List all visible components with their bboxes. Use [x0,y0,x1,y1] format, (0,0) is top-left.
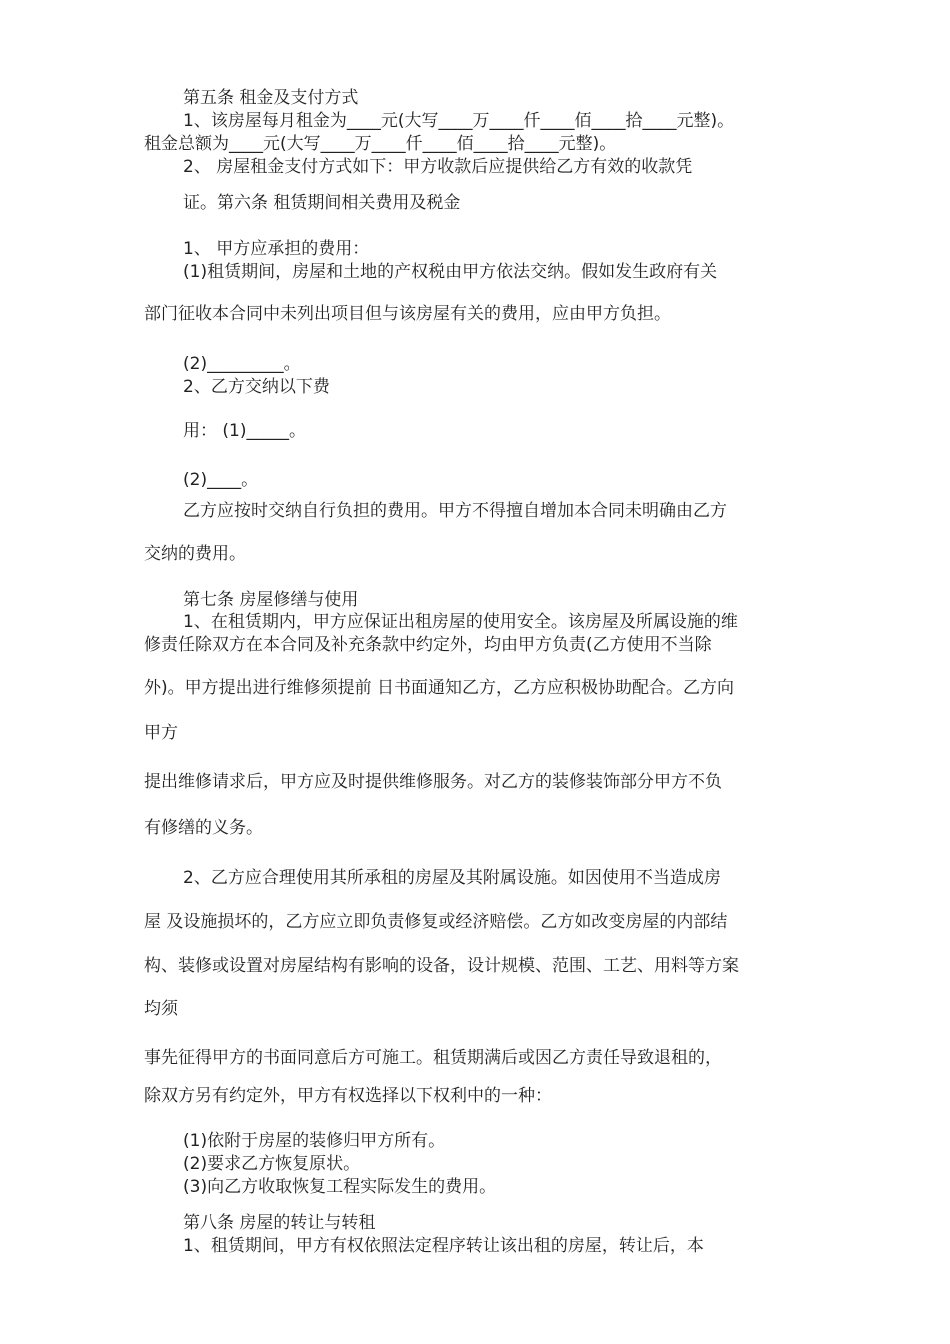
article-6-item-1: (1)租赁期间，房屋和土地的产权税由甲方依法交纳。假如发生政府有关 [183,262,718,282]
article-7-option-1: (1)依附于房屋的装修归甲方所有。 [183,1131,446,1151]
article-7-clause-1-cont-4: 提出维修请求后，甲方应及时提供维修服务。对乙方的装修装饰部分甲方不负 [144,772,722,792]
article-7-clause-2-cont-4: 事先征得甲方的书面同意后方可施工。租赁期满后或因乙方责任导致退租的， [144,1048,722,1068]
article-8-heading: 第八条 房屋的转让与转租 [183,1213,376,1233]
article-7-clause-2-cont-1: 屋 及设施损坏的，乙方应立即负责修复或经济赔偿。乙方如改变房屋的内部结 [144,912,728,932]
article-7-clause-2-cont-3: 均须 [144,999,178,1019]
article-7-clause-1-cont-1: 修责任除双方在本合同及补充条款中约定外，均由甲方负责(乙方使用不当除 [144,635,712,655]
article-7-heading: 第七条 房屋修缮与使用 [183,590,359,610]
article-5-clause-2: 2、 房屋租金支付方式如下：甲方收款后应提供给乙方有效的收款凭 [183,157,693,177]
article-7-clause-2: 2、乙方应合理使用其所承租的房屋及其附属设施。如因使用不当造成房 [183,868,721,888]
article-6-note: 乙方应按时交纳自行负担的费用。甲方不得擅自增加本合同未明确由乙方 [183,501,727,521]
article-7-clause-1: 1、在租赁期内，甲方应保证出租房屋的使用安全。该房屋及所属设施的维 [183,612,738,632]
article-7-clause-2-cont-2: 构、装修或设置对房屋结构有影响的设备，设计规模、范围、工艺、用料等方案 [144,956,739,976]
article-7-clause-1-cont-5: 有修缮的义务。 [144,818,263,838]
article-7-option-3: (3)向乙方收取恢复工程实际发生的费用。 [183,1177,497,1197]
article-5-clause-1: 1、该房屋每月租金为____元(大写____万____仟____佰____拾____元整)。 [183,111,735,131]
article-8-clause-1: 1、租赁期间，甲方有权依照法定程序转让该出租的房屋，转让后，本 [183,1236,704,1256]
article-7-clause-1-cont-3: 甲方 [144,723,178,743]
article-6-item-2: (2)_________。 [183,354,301,374]
article-6-clause-2-item-2: (2)____。 [183,470,259,490]
article-6-heading-line: 证。第六条 租赁期间相关费用及税金 [183,193,461,213]
article-7-clause-2-cont-5: 除双方另有约定外，甲方有权选择以下权利中的一种： [144,1086,552,1106]
article-6-clause-2-item-1: 用： (1)_____。 [183,421,306,441]
article-6-note-cont: 交纳的费用。 [144,544,246,564]
article-5-clause-1-total: 租金总额为____元(大写____万____仟____佰____拾____元整)。 [144,134,617,154]
article-6-clause-2: 2、乙方交纳以下费 [183,377,330,397]
article-7-option-2: (2)要求乙方恢复原状。 [183,1154,361,1174]
article-7-clause-1-cont-2: 外)。甲方提出进行维修须提前 日书面通知乙方，乙方应积极协助配合。乙方向 [144,678,735,698]
article-6-item-1-cont: 部门征收本合同中未列出项目但与该房屋有关的费用，应由甲方负担。 [144,304,671,324]
article-6-clause-1: 1、 甲方应承担的费用： [183,239,370,259]
article-5-heading: 第五条 租金及支付方式 [183,88,359,108]
